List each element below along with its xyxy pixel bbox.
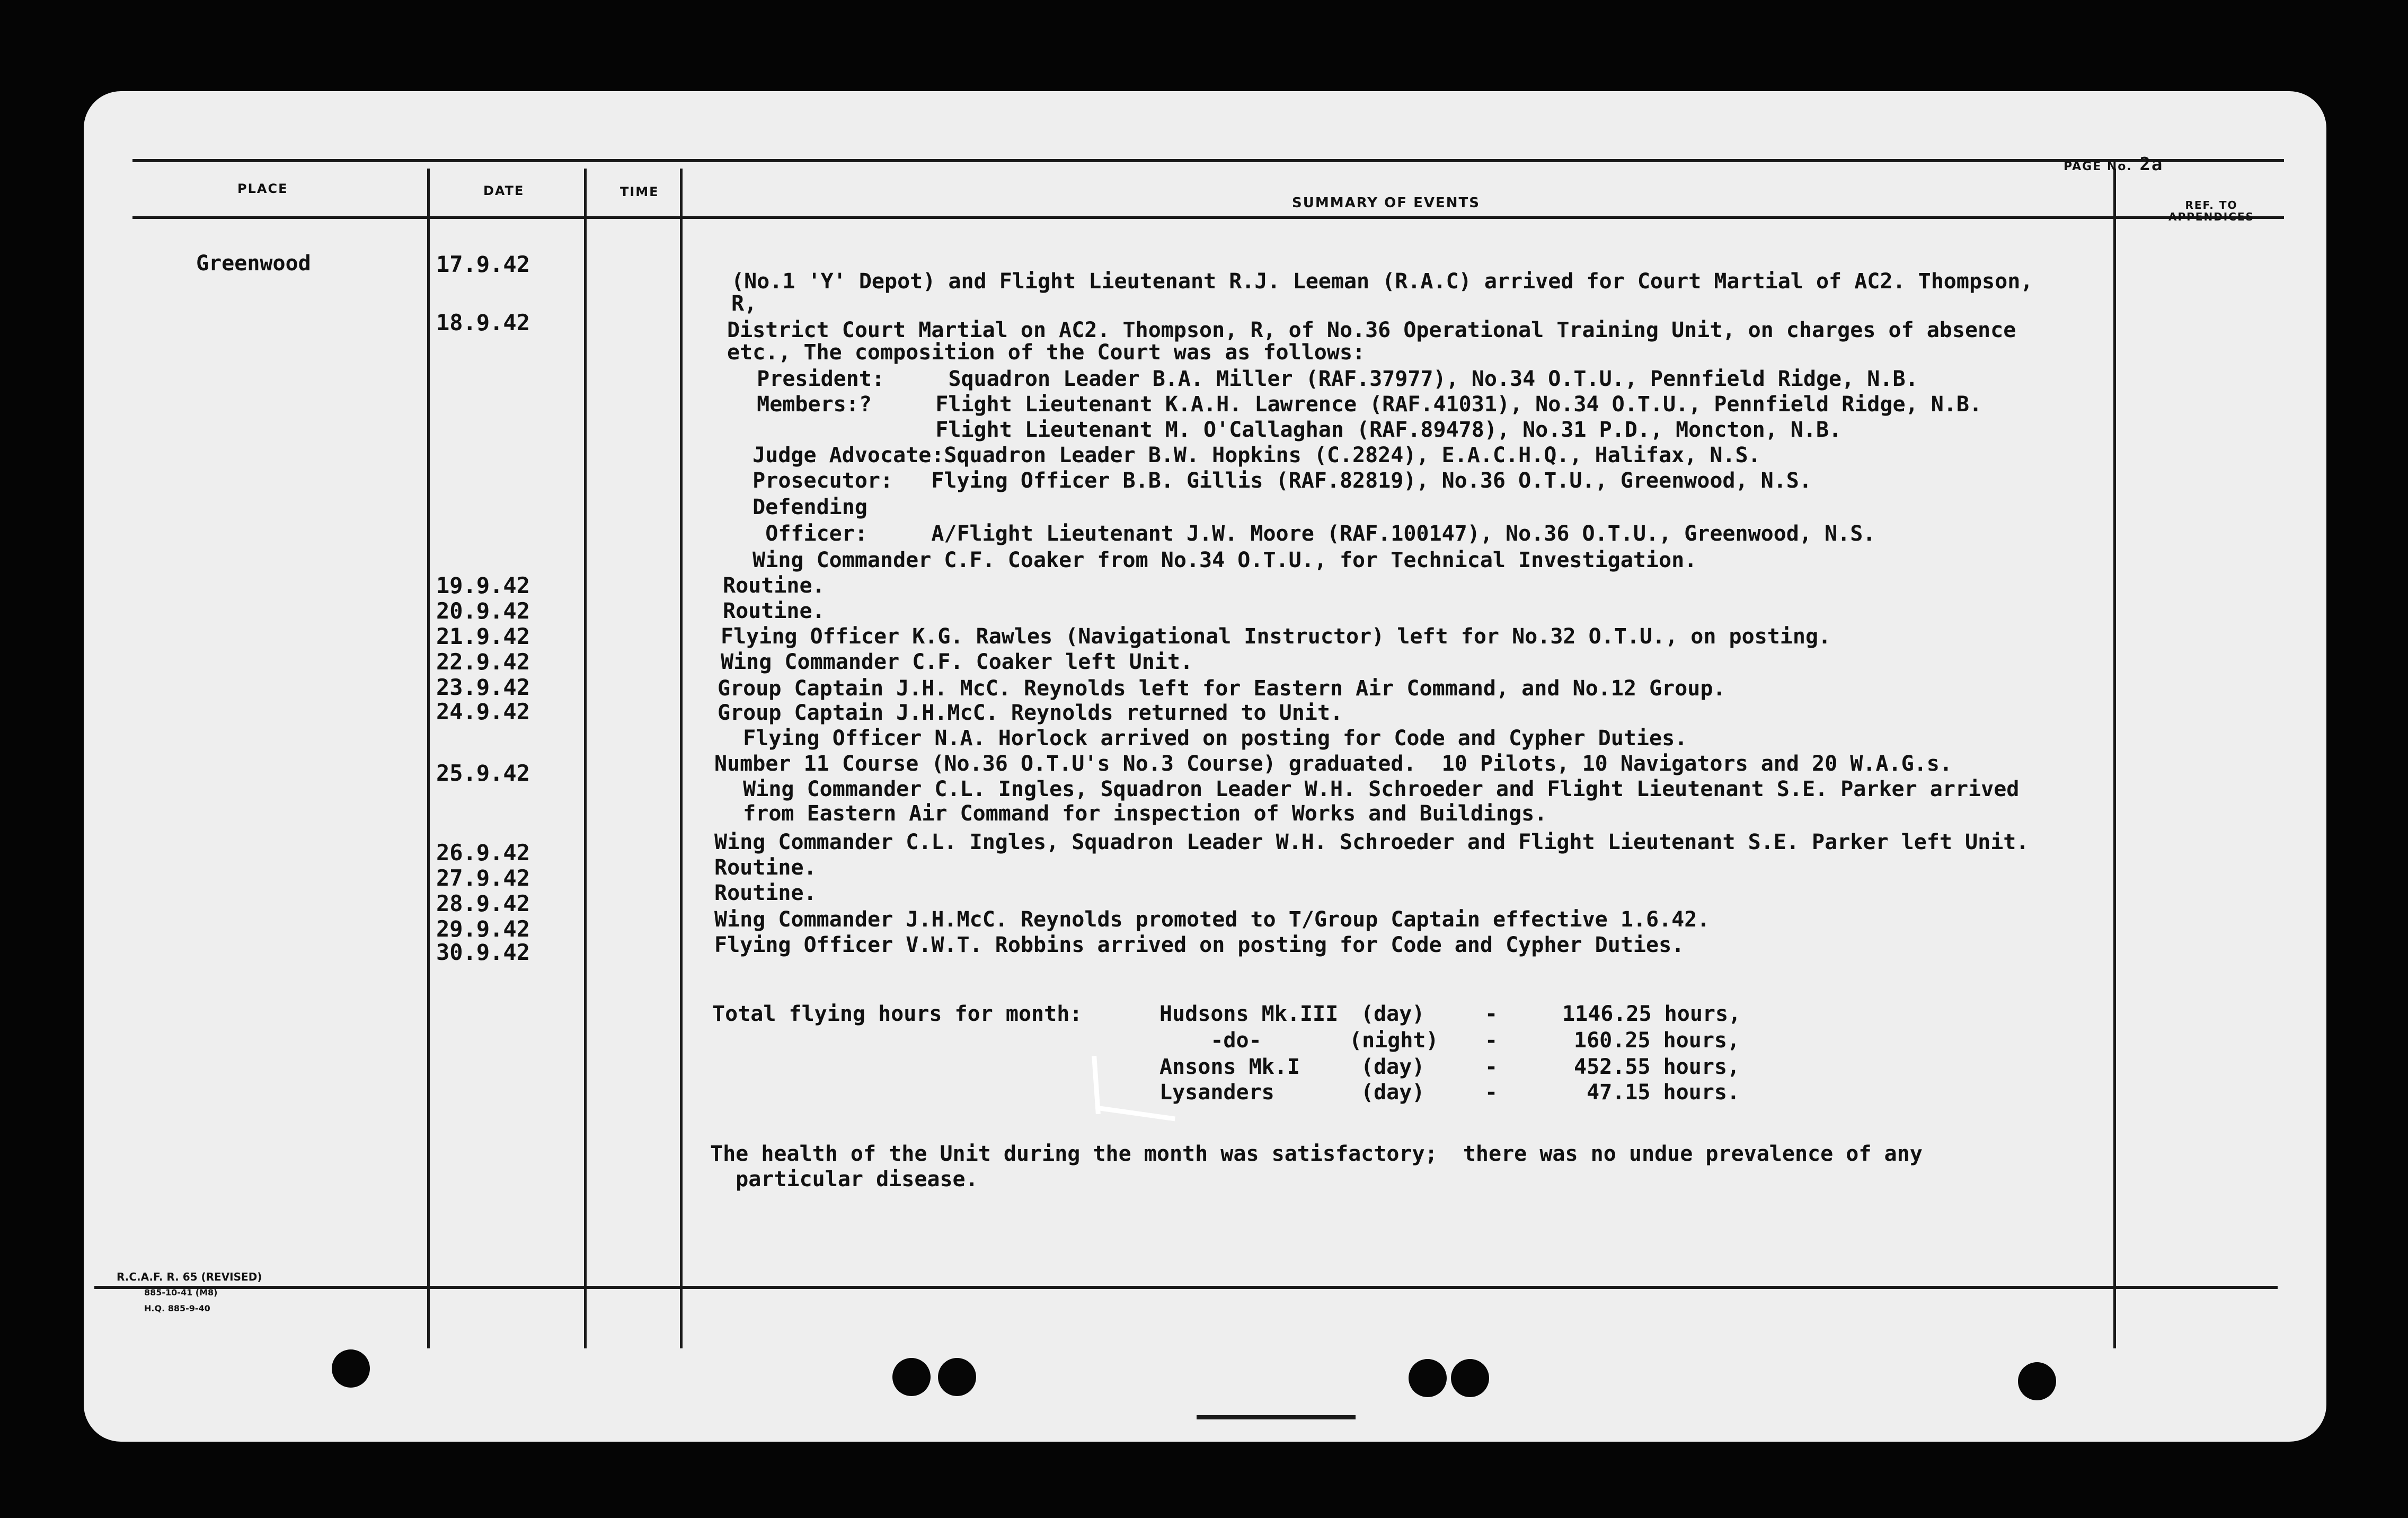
summary-line: Members:? Flight Lieutenant K.A.H. Lawrence (RAF.41031), No.34 O.T.U., Pennfield Ridge, N.B. <box>731 392 1982 417</box>
dash: - <box>1485 1055 1498 1079</box>
summary-line: Wing Commander C.F. Coaker left Unit. <box>721 650 1193 674</box>
col-date-header: DATE <box>483 183 525 198</box>
health-statement-line: particular disease. <box>710 1167 978 1192</box>
dash: - <box>1485 1080 1498 1105</box>
punch-hole <box>332 1349 370 1388</box>
summary-line: Wing Commander C.F. Coaker from No.34 O.T.U., for Technical Investigation. <box>727 548 1697 572</box>
entry-date: 25.9.42 <box>436 760 530 786</box>
header-bottom-rule <box>132 216 2284 219</box>
summary-line: R, <box>731 292 757 316</box>
page-no-label: PAGE No. 2a <box>2064 154 2164 175</box>
health-statement-line: The health of the Unit during the month was satisfactory; there was no undue prevalence of any <box>710 1142 1923 1166</box>
summary-line: Wing Commander C.L. Ingles, Squadron Leader W.H. Schroeder and Flight Lieutenant S.E. Parker left Unit. <box>714 830 2029 854</box>
entry-date: 29.9.42 <box>436 916 530 942</box>
summary-line: Flying Officer V.W.T. Robbins arrived on posting for Code and Cypher Duties. <box>714 933 1685 957</box>
summary-line: Wing Commander C.L. Ingles, Squadron Leader W.H. Schroeder and Flight Lieutenant S.E. Parker arrived <box>718 777 2020 801</box>
place-date-divider <box>427 169 430 1348</box>
summary-ref-divider <box>2113 169 2116 1348</box>
summary-line: Judge Advocate:Squadron Leader B.W. Hopkins (C.2824), E.A.C.H.Q., Halifax, N.S. <box>727 443 1761 467</box>
form-id: R.C.A.F. R. 65 (REVISED) 885-10-41 (M8) H.Q. 885-9-40 <box>117 1270 262 1313</box>
summary-line: District Court Martial on AC2. Thompson, R, of No.36 Operational Training Unit, on charges of absence <box>727 318 2016 342</box>
date-time-divider <box>584 169 587 1348</box>
summary-line: Defending <box>727 495 867 519</box>
punch-hole <box>1451 1359 1489 1397</box>
entry-date: 23.9.42 <box>436 674 530 700</box>
entry-date: 22.9.42 <box>436 649 530 675</box>
summary-line: Routine. <box>714 855 817 880</box>
punch-hole <box>1409 1359 1447 1397</box>
summary-line: President: Squadron Leader B.A. Miller (RAF.37977), No.34 O.T.U., Pennfield Ridge, N.B. <box>731 367 1918 391</box>
entry-date: 21.9.42 <box>436 623 530 649</box>
entry-date: 26.9.42 <box>436 840 530 866</box>
summary-line: (No.1 'Y' Depot) and Flight Lieutenant R.J. Leeman (R.A.C) arrived for Court Martial of AC2. Thompson, <box>731 269 2033 294</box>
summary-line: Routine. <box>723 599 825 623</box>
place-value: Greenwood <box>196 251 311 276</box>
aircraft-type: Ansons Mk.I <box>1159 1055 1300 1079</box>
hours-value: 1146.25 hours, <box>1562 1002 1741 1026</box>
hours-value: 160.25 hours, <box>1574 1028 1740 1053</box>
dash: - <box>1485 1002 1498 1026</box>
hours-value: 452.55 hours, <box>1574 1055 1740 1079</box>
entry-date: 20.9.42 <box>436 598 530 624</box>
page-no-value: 2a <box>2139 154 2164 175</box>
aircraft-type: Hudsons Mk.III <box>1159 1002 1339 1026</box>
summary-line: Prosecutor: Flying Officer B.B. Gillis (RAF.82819), No.36 O.T.U., Greenwood, N.S. <box>727 469 1812 493</box>
summary-line: etc., The composition of the Court was as follows: <box>727 340 1366 365</box>
summary-line: Routine. <box>723 573 825 598</box>
summary-line: Flying Officer N.A. Horlock arrived on posting for Code and Cypher Duties. <box>718 726 1688 751</box>
entry-date: 19.9.42 <box>436 572 530 598</box>
bottom-rule <box>94 1286 2278 1289</box>
punch-hole <box>2018 1362 2056 1400</box>
flying-period: (day) <box>1361 1002 1425 1026</box>
col-place-header: PLACE <box>237 181 288 196</box>
entry-date: 27.9.42 <box>436 865 530 891</box>
col-summary-header: SUMMARY OF EVENTS <box>1292 195 1480 211</box>
diary-form-card <box>84 91 2326 1442</box>
entry-date: 18.9.42 <box>436 310 530 336</box>
summary-line: Officer: A/Flight Lieutenant J.W. Moore (RAF.100147), No.36 O.T.U., Greenwood, N.S. <box>727 522 1876 546</box>
summary-line: Wing Commander J.H.McC. Reynolds promoted to T/Group Captain effective 1.6.42. <box>714 907 1710 932</box>
entry-date: 17.9.42 <box>436 251 530 277</box>
punch-hole <box>892 1358 931 1396</box>
entry-date: 30.9.42 <box>436 939 530 965</box>
col-time-header: TIME <box>620 184 659 199</box>
col-ref-header: REF. TO APPENDICES <box>2168 199 2254 223</box>
flying-hours-label: Total flying hours for month: <box>712 1002 1083 1026</box>
pen-mark <box>1096 1106 1175 1122</box>
summary-line: Group Captain J.H. McC. Reynolds left for Eastern Air Command, and No.12 Group. <box>718 676 1726 701</box>
bottom-tab-mark <box>1197 1415 1356 1419</box>
flying-period: (day) <box>1361 1080 1425 1105</box>
aircraft-type: -do- <box>1159 1028 1262 1053</box>
flying-period: (night) <box>1349 1028 1439 1053</box>
hours-value: 47.15 hours. <box>1587 1080 1740 1105</box>
summary-line: Number 11 Course (No.36 O.T.U's No.3 Course) graduated. 10 Pilots, 10 Navigators and 20 W.A.G.s. <box>714 752 1952 776</box>
flying-period: (day) <box>1361 1055 1425 1079</box>
summary-line: Group Captain J.H.McC. Reynolds returned to Unit. <box>718 701 1343 725</box>
entry-date: 28.9.42 <box>436 890 530 916</box>
entry-date: 24.9.42 <box>436 699 530 725</box>
time-summary-divider <box>680 169 683 1348</box>
top-rule <box>132 159 2284 162</box>
summary-line: from Eastern Air Command for inspection of Works and Buildings. <box>718 801 1547 826</box>
punch-hole <box>938 1358 976 1396</box>
summary-line: Flight Lieutenant M. O'Callaghan (RAF.89478), No.31 P.D., Moncton, N.B. <box>731 418 1842 442</box>
dash: - <box>1485 1028 1498 1053</box>
summary-line: Flying Officer K.G. Rawles (Navigational Instructor) left for No.32 O.T.U., on posting. <box>721 624 1831 649</box>
aircraft-type: Lysanders <box>1159 1080 1274 1105</box>
summary-line: Routine. <box>714 881 817 905</box>
